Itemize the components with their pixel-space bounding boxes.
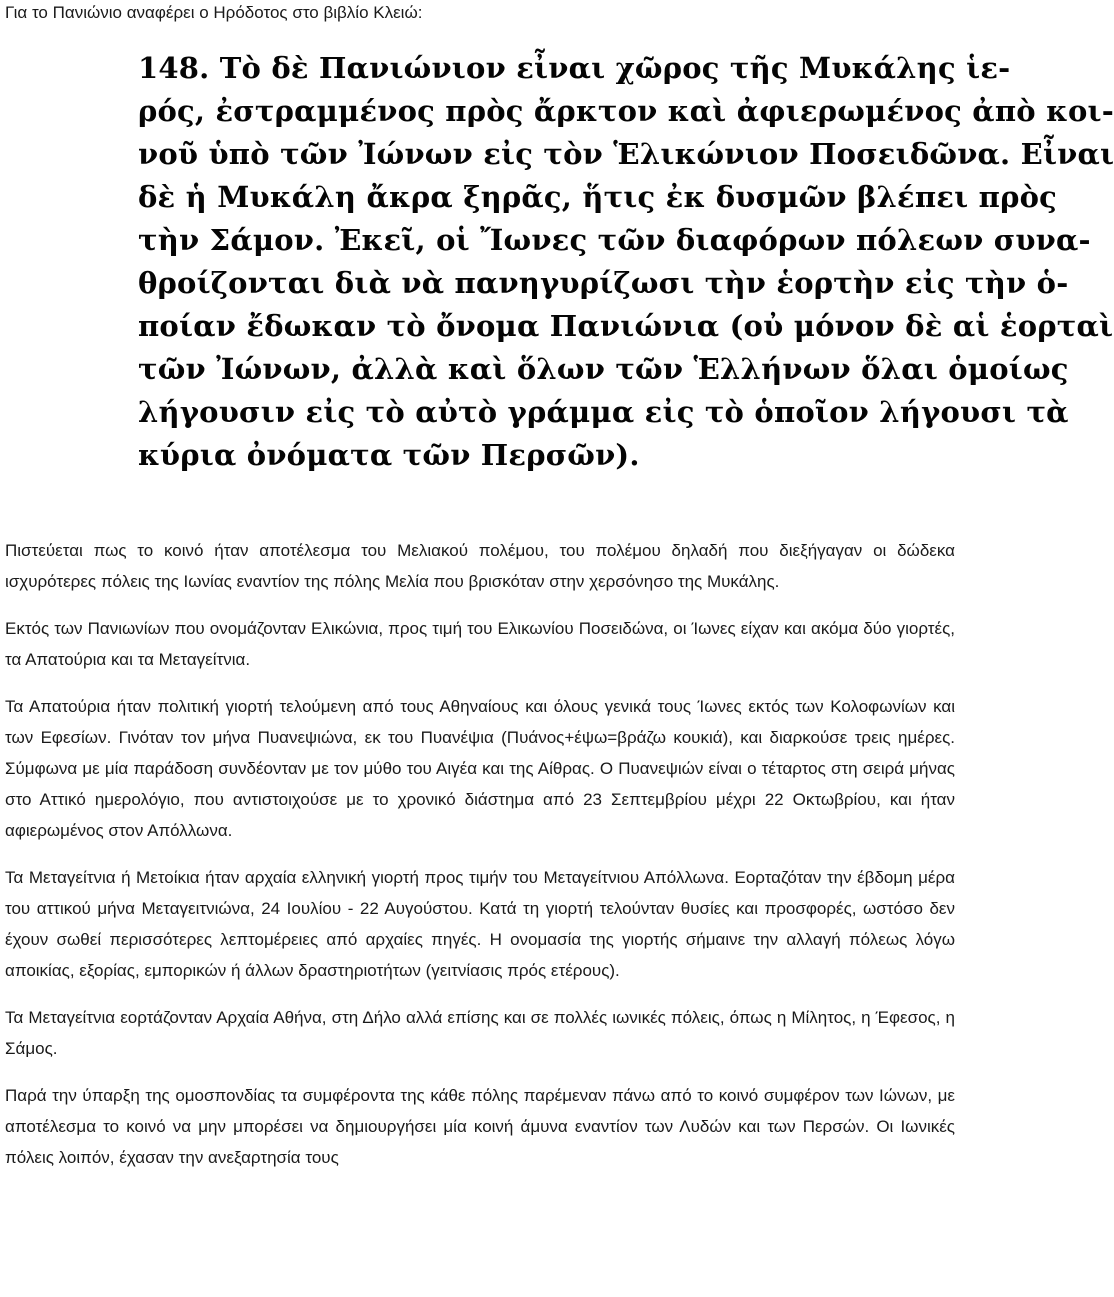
- scan-line: τῶν Ἰώνων, ἀλλὰ καὶ ὅλων τῶν Ἑλλήνων ὅλαι ὁμοίως: [138, 352, 1069, 386]
- paragraph-metageitnia: Τα Μεταγείτνια ή Μετοίκια ήταν αρχαία ελληνική γιορτή προς τιμήν του Μεταγείτνιου Απόλλωνα. Εορταζόταν την έβδομη μέρα του αττικού μήνα Μεταγειτνιώνα, 24 Ιουλίου - 22 Αυγούστου. Κατά τη γιορτή τελούνταν θυσίες και προσφορές, ωστόσο δεν έχουν σωθεί περισσότερες λεπτομέρειες από αρχαίες πηγές. Η ονομασία της γιορτής σήμαινε την αλλαγή πόλεως λόγω αποικίας, εξορίας, εμπορικών ή άλλων δραστηριοτήτων (γειτνίασις πρός ετέρους).: [5, 868, 955, 980]
- body-text: [5, 535, 955, 1189]
- scan-line: κύρια ὀνόματα τῶν Περσῶν).: [138, 438, 640, 472]
- paragraph-other-festivals: Εκτός των Πανιωνίων που ονομάζονταν Ελικώνια, προς τιμή του Ελικωνίου Ποσειδώνα, οι Ίωνες είχαν και ακόμα δύο γιορτές, τα Απατούρια και τα Μεταγείτνια.: [5, 619, 955, 669]
- scan-line: δὲ ἡ Μυκάλη ἄκρα ξηρᾶς, ἥτις ἐκ δυσμῶν βλέπει πρὸς: [138, 180, 1057, 214]
- paragraph-melian-war: Πιστεύεται πως το κοινό ήταν αποτέλεσμα του Μελιακού πολέμου, του πολέμου δηλαδή που διεξήγαγαν οι δώδεκα ισχυρότερες πόλεις της Ιωνίας εναντίον της πόλης Μελία που βρισκόταν στην χερσόνησο της Μυκάλης.: [5, 541, 955, 591]
- scan-line: λήγουσιν εἰς τὸ αὐτὸ γράμμα εἰς τὸ ὁποῖον λήγουσι τὰ: [138, 395, 1069, 429]
- scan-line: νοῦ ὑπὸ τῶν Ἰώνων εἰς τὸν Ἑλικώνιον Ποσειδῶνα. Εἶναι: [138, 137, 1114, 171]
- scanned-text-excerpt: [138, 48, 1114, 472]
- scan-line: 148. Τὸ δὲ Πανιώνιον εἶναι χῶρος τῆς Μυκάλης ἱε-: [138, 51, 1011, 85]
- intro-line: Για το Πανιώνιο αναφέρει ο Ηρόδοτος στο βιβλίο Κλειώ:: [5, 3, 423, 22]
- paragraph-apatouria: Τα Απατούρια ήταν πολιτική γιορτή τελούμενη από τους Αθηναίους και όλους γενικά τους Ίωνες εκτός των Κολοφωνίων και των Εφεσίων. Γινόταν τον μήνα Πυανεψιώνα, εκ του Πυανέψια (Πυάνος+έψω=βράζω κουκιά), και διαρκούσε τρεις ημέρες. Σύμφωνα με μία παράδοση συνδέονταν με τον μύθο του Αιγέα και της Αίθρας. Ο Πυανεψιών είναι ο τέταρτος στη σειρά μήνας στο Αττικό ημερολόγιο, που αντιστοιχούσε με το χρονικό διάστημα από 23 Σεπτεμβρίου μέχρι 22 Οκτωβρίου, και ήταν αφιερωμένος στον Απόλλωνα.: [5, 697, 955, 840]
- paragraph-federation: Παρά την ύπαρξη της ομοσπονδίας τα συμφέροντα της κάθε πόλης παρέμεναν πάνω από το κοινό συμφέρον των Ιώνων, με αποτέλεσμα το κοινό να μην μπορέσει να δημιουργήσει μία κοινή άμυνα εναντίον των Λυδών και των Περσών. Οι Ιωνικές πόλεις λοιπόν, έχασαν την ανεξαρτησία τους: [5, 1086, 955, 1167]
- scan-line: τὴν Σάμον. Ἐκεῖ, οἱ Ἴωνες τῶν διαφόρων πόλεων συνα-: [138, 223, 1091, 257]
- scan-line: θροίζονται διὰ νὰ πανηγυρίζωσι τὴν ἑορτὴν εἰς τὴν ὁ-: [138, 266, 1069, 300]
- paragraph-metageitnia-places: Τα Μεταγείτνια εορτάζονταν Αρχαία Αθήνα, στη Δήλο αλλά επίσης και σε πολλές ιωνικές πόλεις, όπως η Μίλητος, η Έφεσος, η Σάμος.: [5, 1008, 955, 1058]
- scan-line: ποίαν ἔδωκαν τὸ ὄνομα Πανιώνια (οὐ μόνον δὲ αἱ ἑορταὶ: [138, 309, 1114, 343]
- scan-line: ρός, ἐστραμμένος πρὸς ἄρκτον καὶ ἀφιερωμένος ἀπὸ κοι-: [138, 94, 1114, 128]
